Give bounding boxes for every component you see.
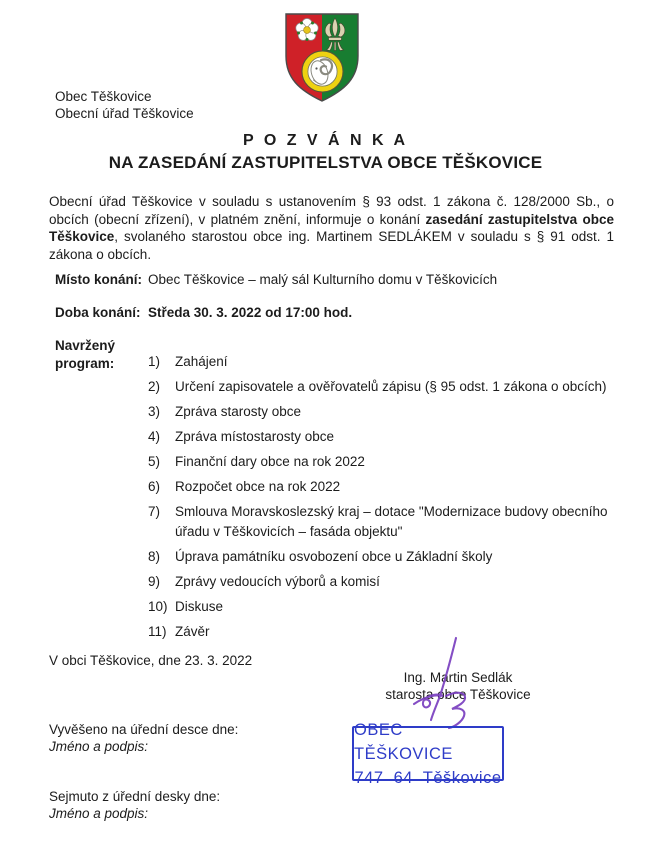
- item-number: 7): [148, 504, 161, 519]
- posted-signature-label: Jméno a podpis:: [49, 738, 149, 754]
- program-item: [148, 377, 618, 397]
- stamp-line-2: 747 64 Těškovice: [354, 768, 502, 787]
- program-item: [148, 477, 618, 497]
- item-number: 6): [148, 479, 161, 494]
- org-block: [55, 88, 194, 122]
- org-office: Obecní úřad Těškovice: [55, 106, 194, 121]
- item-number: 5): [148, 454, 161, 469]
- removed-block: [49, 789, 220, 822]
- time-label: Doba konání:: [55, 305, 141, 320]
- place-label: Místo konání:: [55, 272, 142, 287]
- program-item: [148, 547, 618, 567]
- item-number: 9): [148, 574, 161, 589]
- item-number: 2): [148, 379, 161, 394]
- intro-text-bold: zasedání zastupitelstva obce Těškovice: [49, 211, 614, 244]
- program-label: Navržený program:: [55, 338, 116, 371]
- municipal-stamp: [352, 720, 504, 787]
- item-number: 11): [148, 624, 167, 639]
- org-name: Obec Těškovice: [55, 89, 152, 104]
- item-text: Finanční dary obce na rok 2022: [175, 454, 365, 469]
- posted-block: [49, 722, 238, 755]
- item-text: Závěr: [175, 624, 210, 639]
- place-value: Obec Těškovice – malý sál Kulturního domu v Těškovicích: [148, 272, 498, 287]
- item-number: 10): [148, 599, 168, 614]
- municipal-coat-of-arms-icon: [283, 12, 361, 104]
- item-text: Zpráva místostarosty obce: [175, 429, 335, 444]
- removed-signature-label: Jméno a podpis:: [49, 805, 149, 821]
- program-item: [148, 597, 618, 617]
- intro-paragraph: [49, 193, 614, 263]
- intro-text-after: , svolaného starostou obce ing. Martinem SEDLÁKEM v souladu s § 91 odst. 1 zákona o obcích.: [49, 229, 614, 262]
- program-item: [148, 427, 618, 447]
- item-text: Určení zapisovatele a ověřovatelů zápisu (§ 95 odst. 1 zákona o obcích): [175, 379, 607, 394]
- item-number: 4): [148, 429, 161, 444]
- signer-title: starosta obce Těškovice: [385, 686, 531, 702]
- item-text: Zahájení: [175, 354, 228, 369]
- posted-label: Vyvěšeno na úřední desce dne:: [49, 722, 239, 737]
- item-text: Rozpočet obce na rok 2022: [175, 479, 341, 494]
- program-item: [148, 452, 618, 472]
- program-list: [148, 352, 618, 647]
- stamp-line-1: OBEC TĚŠKOVICE: [354, 720, 453, 763]
- date-line: V obci Těškovice, dne 23. 3. 2022: [49, 653, 253, 668]
- program-item: [148, 622, 618, 642]
- title-block: [0, 132, 651, 173]
- program-item: [148, 572, 618, 592]
- signer-name: Ing. Martin Sedlák: [403, 670, 513, 685]
- item-text: Úprava památníku osvobození obce u Základní školy: [175, 549, 493, 564]
- item-text: Diskuse: [175, 599, 224, 614]
- item-number: 1): [148, 354, 161, 369]
- program-item: [148, 402, 618, 422]
- item-text: Zpráva starosty obce: [175, 404, 302, 419]
- ram-head-charge: [302, 51, 343, 92]
- page-subtitle: NA ZASEDÁNÍ ZASTUPITELSTVA OBCE TĚŠKOVICE: [108, 153, 543, 172]
- item-text: Zprávy vedoucích výborů a komisí: [175, 574, 380, 589]
- item-text: Smlouva Moravskoslezský kraj – dotace "Modernizace budovy obecního úřadu v Těškovicích – fasáda objektu": [175, 504, 608, 539]
- program-item: [148, 352, 618, 372]
- removed-label: Sejmuto z úřední desky dne:: [49, 789, 221, 804]
- item-number: 8): [148, 549, 161, 564]
- time-value: Středa 30. 3. 2022 od 17:00 hod.: [148, 305, 353, 320]
- page-title: P O Z V Á N K A: [242, 132, 408, 149]
- item-number: 3): [148, 404, 161, 419]
- program-item: [148, 502, 618, 542]
- intro-text-before: Obecní úřad Těškovice v souladu s ustanovením § 93 odst. 1 zákona č. 128/2000 Sb., o obcích (obecní zřízení), v platném znění, informuje o konání: [49, 194, 614, 227]
